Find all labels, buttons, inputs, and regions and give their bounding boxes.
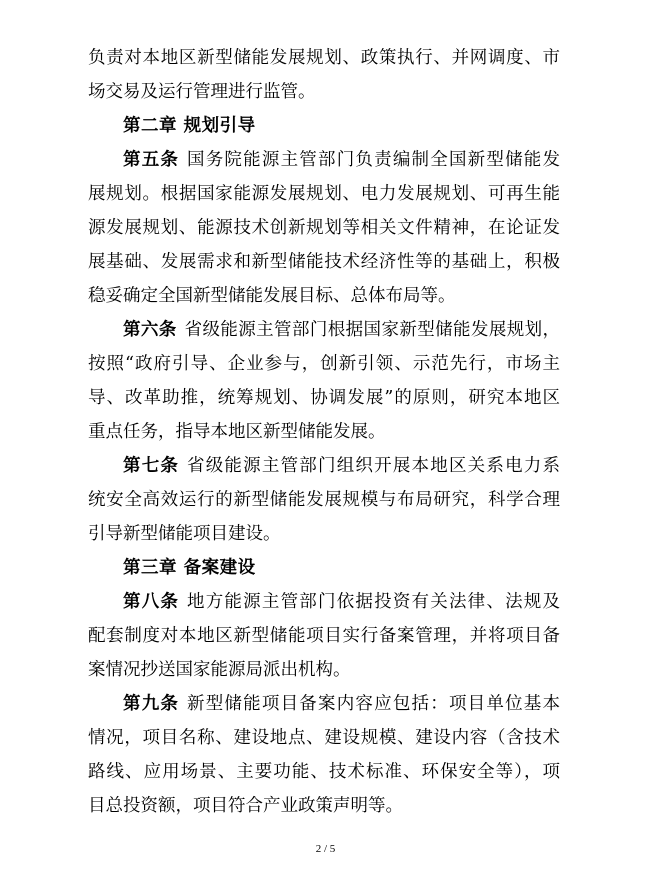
article-8 [88,585,560,687]
article-line: 源发展规划、能源技术创新规划等相关文件精神，在论证发 [88,218,560,238]
article-line: 案情况抄送国家能源局派出机构。 [88,660,351,680]
paragraph-line: 负责对本地区新型储能发展规划、政策执行、并网调度、市 [88,48,560,68]
article-line: 重点任务，指导本地区新型储能发展。 [88,422,386,442]
article-first-line [88,687,560,721]
article-line: 展规划。根据国家能源发展规划、电力发展规划、可再生能 [88,184,560,204]
article-text: 国务院能源主管部门负责编制全国新型储能发 [187,150,560,170]
article-line: 统安全高效运行的新型储能发展规模与布局研究，科学合理 [88,490,560,510]
paragraph-line: 场交易及运行管理进行监管。 [88,82,316,102]
article-text: 省级能源主管部门组织开展本地区关系电力系 [187,456,560,476]
article-line: 情况，项目名称、建设地点、建设规模、建设内容（含技术 [88,728,560,748]
article-first-line [88,585,560,619]
article-7 [88,449,560,551]
paragraph-continuation [88,41,560,109]
article-9 [88,687,560,823]
article-line: 按照“政府引导、企业参与，创新引领、示范先行，市场主 [88,354,560,374]
article-first-line [88,449,560,483]
article-line: 配套制度对本地区新型储能项目实行备案管理，并将项目备 [88,626,560,646]
article-line: 导、改革助推，统筹规划、协调发展”的原则，研究本地区 [88,388,560,408]
article-first-line [88,143,560,177]
article-line: 引导新型储能项目建设。 [88,524,281,544]
article-6 [88,313,560,449]
article-label: 第八条 [123,592,180,612]
article-5 [88,143,560,313]
article-label: 第五条 [123,150,180,170]
chapter-heading: 第二章 规划引导 [123,116,256,136]
article-first-line [88,313,560,347]
article-text: 新型储能项目备案内容应包括：项目单位基本 [187,694,560,714]
page-number: 2 / 5 [315,843,336,855]
chapter-heading: 第三章 备案建设 [123,558,256,578]
article-label: 第六条 [123,320,177,340]
article-label: 第七条 [123,456,180,476]
article-label: 第九条 [123,694,180,714]
article-line: 路线、应用场景、主要功能、技术标准、环保安全等），项 [88,762,560,782]
document-body [88,41,560,823]
article-line: 稳妥确定全国新型储能发展目标、总体布局等。 [88,286,456,306]
article-text: 省级能源主管部门根据国家新型储能发展规划， [184,320,560,340]
article-text: 地方能源主管部门依据投资有关法律、法规及 [187,592,560,612]
article-line: 目总投资额，项目符合产业政策声明等。 [88,796,403,816]
article-line: 展基础、发展需求和新型储能技术经济性等的基础上，积极 [88,252,560,272]
